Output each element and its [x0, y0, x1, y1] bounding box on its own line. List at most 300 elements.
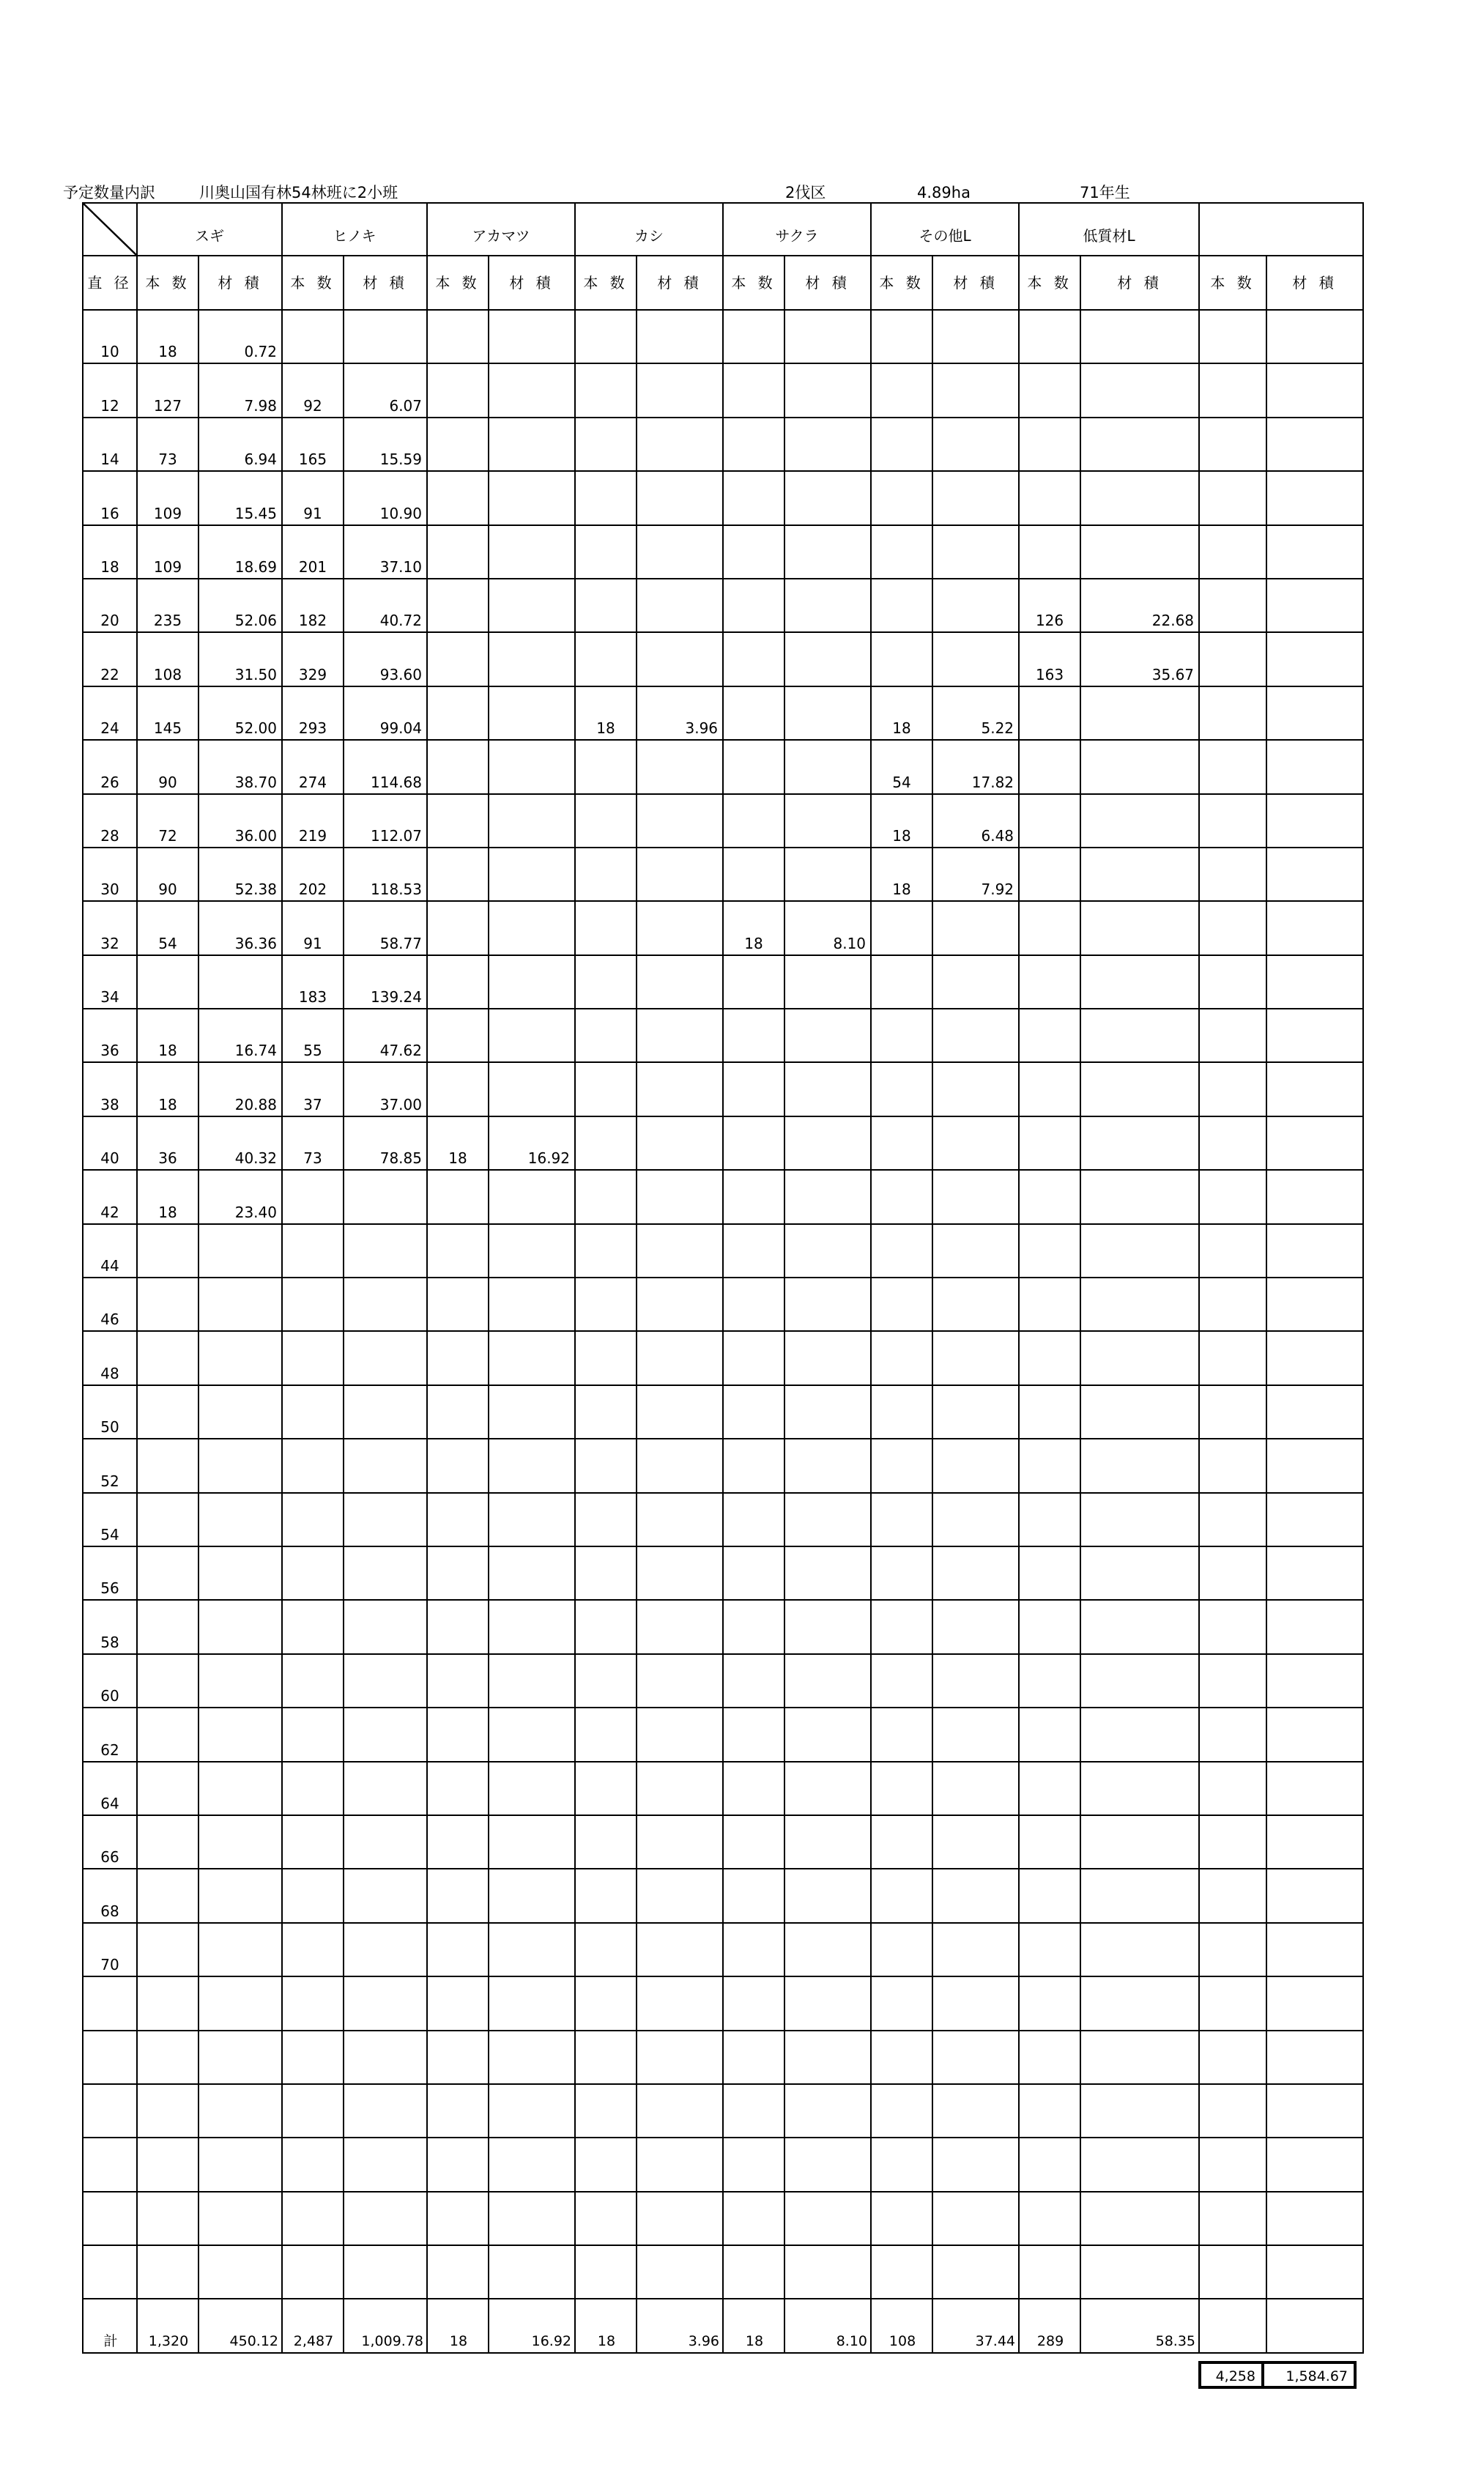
count-cell [137, 1976, 199, 2030]
volume-cell: 58.77 [344, 901, 427, 955]
count-cell [1199, 848, 1266, 901]
table-row [83, 579, 1363, 632]
count-cell [1019, 1923, 1080, 1976]
volume-cell [1266, 686, 1363, 740]
volume-cell [932, 1062, 1019, 1116]
count-cell [723, 579, 784, 632]
table-row [83, 1062, 1363, 1116]
count-cell [575, 955, 637, 1009]
count-cell: 126 [1019, 579, 1080, 632]
table-row [83, 1278, 1363, 1331]
volume-cell [637, 418, 723, 471]
species-header-akamatsu: アカマツ [427, 203, 575, 256]
volume-cell [932, 955, 1019, 1009]
count-cell [575, 418, 637, 471]
volume-cell: 35.67 [1080, 632, 1199, 686]
count-cell [427, 2192, 489, 2245]
volume-cell: 112.07 [344, 794, 427, 848]
count-cell [427, 1654, 489, 1708]
count-cell [282, 2245, 344, 2299]
total-volume-cell: 1,009.78 [344, 2299, 427, 2353]
volume-cell [784, 1009, 871, 1062]
volume-cell [489, 794, 575, 848]
volume-cell: 37.10 [344, 525, 427, 579]
volume-cell [1266, 1385, 1363, 1439]
count-cell: 73 [137, 418, 199, 471]
diameter-header: 直 径 [83, 256, 137, 310]
volume-cell [199, 1654, 282, 1708]
grand-total-table [1198, 2361, 1357, 2389]
volume-cell [199, 1224, 282, 1278]
count-cell [871, 632, 932, 686]
volume-cell [784, 579, 871, 632]
count-cell [427, 418, 489, 471]
volume-cell [489, 740, 575, 793]
volume-cell [1266, 471, 1363, 525]
count-cell [871, 2192, 932, 2245]
volume-header: 材 積 [1266, 256, 1363, 310]
table-row [83, 1009, 1363, 1062]
volume-cell [637, 901, 723, 955]
count-cell [1019, 1385, 1080, 1439]
volume-cell [637, 1224, 723, 1278]
count-cell [427, 310, 489, 363]
volume-cell [1266, 2031, 1363, 2084]
volume-cell [932, 1976, 1019, 2030]
volume-cell [784, 1546, 871, 1600]
volume-cell [784, 686, 871, 740]
species-header-hinoki: ヒノキ [282, 203, 427, 256]
count-cell [575, 1815, 637, 1869]
count-cell [1199, 1869, 1266, 1922]
species-header-sakura: サクラ [723, 203, 871, 256]
volume-cell [1080, 1815, 1199, 1869]
total-row [83, 2299, 1363, 2353]
count-cell [575, 1385, 637, 1439]
volume-cell [489, 1976, 575, 2030]
count-cell [1019, 1170, 1080, 1223]
count-cell [137, 1600, 199, 1653]
volume-cell [784, 2138, 871, 2191]
volume-cell [489, 1385, 575, 1439]
volume-cell: 93.60 [344, 632, 427, 686]
table-row [83, 363, 1363, 417]
count-cell [723, 632, 784, 686]
volume-cell [1080, 2084, 1199, 2138]
volume-cell [637, 2084, 723, 2138]
volume-cell: 37.00 [344, 1062, 427, 1116]
volume-cell [1266, 1762, 1363, 1815]
count-cell [1199, 1815, 1266, 1869]
count-cell [575, 1976, 637, 2030]
total-count-cell [1199, 2299, 1266, 2353]
volume-cell [1080, 686, 1199, 740]
total-count-cell: 108 [871, 2299, 932, 2353]
volume-cell [637, 2192, 723, 2245]
volume-cell [1266, 848, 1363, 901]
count-cell [137, 2031, 199, 2084]
volume-cell [1266, 632, 1363, 686]
cutting-area-label: 2伐区 [785, 184, 826, 201]
count-cell [723, 1278, 784, 1331]
total-volume-cell [1266, 2299, 1363, 2353]
count-cell [575, 2192, 637, 2245]
volume-cell [1266, 1170, 1363, 1223]
count-cell [427, 1976, 489, 2030]
count-cell [1199, 1976, 1266, 2030]
count-cell [427, 579, 489, 632]
volume-cell [1266, 794, 1363, 848]
count-header: 本 数 [871, 256, 932, 310]
volume-cell [637, 2138, 723, 2191]
diameter-cell: 32 [83, 901, 137, 955]
count-cell: 108 [137, 632, 199, 686]
volume-cell [199, 2245, 282, 2299]
table-row [83, 1546, 1363, 1600]
volume-cell [932, 525, 1019, 579]
diameter-cell: 64 [83, 1762, 137, 1815]
count-cell [1019, 1224, 1080, 1278]
volume-cell [637, 1546, 723, 1600]
volume-cell [199, 1385, 282, 1439]
volume-cell [489, 1815, 575, 1869]
count-cell [1199, 525, 1266, 579]
count-cell [723, 1493, 784, 1546]
count-cell: 293 [282, 686, 344, 740]
count-cell [1019, 1976, 1080, 2030]
volume-cell: 6.07 [344, 363, 427, 417]
diameter-cell [83, 1976, 137, 2030]
volume-cell [1266, 579, 1363, 632]
count-cell [1199, 2084, 1266, 2138]
volume-cell [1080, 794, 1199, 848]
count-cell [427, 1493, 489, 1546]
volume-cell [1080, 1923, 1199, 1976]
volume-cell [199, 1493, 282, 1546]
total-volume-cell: 8.10 [784, 2299, 871, 2353]
volume-cell [637, 1869, 723, 1922]
table-row [83, 740, 1363, 793]
volume-cell [784, 418, 871, 471]
count-cell [575, 579, 637, 632]
count-cell [1199, 1762, 1266, 1815]
volume-cell [489, 901, 575, 955]
volume-cell [199, 1923, 282, 1976]
count-header: 本 数 [1199, 256, 1266, 310]
volume-cell [489, 848, 575, 901]
volume-cell [932, 1815, 1019, 1869]
table-row [83, 2138, 1363, 2191]
volume-cell [489, 418, 575, 471]
volume-cell [199, 1762, 282, 1815]
count-cell [575, 363, 637, 417]
count-cell [575, 1009, 637, 1062]
volume-cell [199, 1976, 282, 2030]
volume-cell: 99.04 [344, 686, 427, 740]
count-cell [1199, 1654, 1266, 1708]
volume-cell [1266, 1062, 1363, 1116]
volume-cell [1080, 740, 1199, 793]
grand-total-volume: 1,584.67 [1263, 2362, 1355, 2387]
count-cell [427, 901, 489, 955]
count-cell: 202 [282, 848, 344, 901]
count-cell [575, 632, 637, 686]
volume-cell [1080, 2031, 1199, 2084]
volume-cell [784, 1170, 871, 1223]
count-cell: 18 [575, 686, 637, 740]
diameter-cell: 58 [83, 1600, 137, 1653]
diameter-cell: 54 [83, 1493, 137, 1546]
volume-cell [1266, 1708, 1363, 1761]
volume-cell [1266, 2138, 1363, 2191]
count-cell [871, 1439, 932, 1492]
doc-title: 予定数量内訳 [63, 184, 155, 201]
volume-cell [1266, 418, 1363, 471]
volume-cell: 36.00 [199, 794, 282, 848]
count-cell [1199, 310, 1266, 363]
location-label: 川奥山国有林54林班に2小班 [199, 184, 398, 201]
volume-cell: 47.62 [344, 1009, 427, 1062]
volume-cell [199, 1600, 282, 1653]
count-cell [1019, 1654, 1080, 1708]
volume-cell [1266, 1224, 1363, 1278]
volume-cell [199, 2031, 282, 2084]
count-cell [282, 1869, 344, 1922]
volume-cell: 18.69 [199, 525, 282, 579]
diameter-cell: 40 [83, 1116, 137, 1170]
volume-cell [784, 1815, 871, 1869]
count-cell: 37 [282, 1062, 344, 1116]
volume-cell [932, 1331, 1019, 1385]
species-header-sugi: スギ [137, 203, 282, 256]
volume-cell: 40.72 [344, 579, 427, 632]
count-cell [1199, 1600, 1266, 1653]
count-cell [427, 686, 489, 740]
count-cell [871, 1385, 932, 1439]
table-row [83, 1385, 1363, 1439]
table-row [83, 2192, 1363, 2245]
count-cell [427, 525, 489, 579]
count-cell [1199, 2245, 1266, 2299]
count-cell [427, 740, 489, 793]
volume-cell [489, 1224, 575, 1278]
volume-cell [489, 471, 575, 525]
area-label: 4.89ha [917, 184, 971, 201]
count-cell [1199, 1493, 1266, 1546]
volume-cell [932, 418, 1019, 471]
count-cell [871, 2138, 932, 2191]
count-cell: 54 [137, 901, 199, 955]
count-cell [427, 2031, 489, 2084]
count-cell [871, 1224, 932, 1278]
count-cell [575, 1224, 637, 1278]
count-cell [1199, 363, 1266, 417]
species-header-low-quality: 低質材L [1019, 203, 1199, 256]
volume-cell [637, 1062, 723, 1116]
count-cell [575, 525, 637, 579]
count-cell [282, 1224, 344, 1278]
count-cell [871, 579, 932, 632]
volume-cell [199, 1278, 282, 1331]
count-cell [1199, 1923, 1266, 1976]
count-cell [427, 1439, 489, 1492]
volume-cell [784, 794, 871, 848]
table-row [83, 1116, 1363, 1170]
count-cell [427, 1278, 489, 1331]
count-cell [1199, 1116, 1266, 1170]
count-cell [871, 1708, 932, 1761]
count-cell [1019, 1869, 1080, 1922]
count-cell: 163 [1019, 632, 1080, 686]
count-cell [1019, 1546, 1080, 1600]
diameter-cell [83, 2192, 137, 2245]
count-cell [723, 848, 784, 901]
volume-cell [932, 471, 1019, 525]
count-cell [871, 1815, 932, 1869]
volume-cell [637, 632, 723, 686]
volume-cell [1266, 1009, 1363, 1062]
volume-cell [932, 1869, 1019, 1922]
volume-cell: 38.70 [199, 740, 282, 793]
volume-cell [1080, 2192, 1199, 2245]
volume-cell [932, 310, 1019, 363]
volume-cell [344, 1331, 427, 1385]
count-cell [723, 1976, 784, 2030]
table-row [83, 310, 1363, 363]
count-cell [282, 2192, 344, 2245]
count-cell [1019, 2031, 1080, 2084]
volume-cell [1266, 1278, 1363, 1331]
table-row [83, 955, 1363, 1009]
diameter-cell: 36 [83, 1009, 137, 1062]
volume-cell [784, 1869, 871, 1922]
volume-cell [932, 1278, 1019, 1331]
volume-cell [1080, 1170, 1199, 1223]
volume-cell [784, 2084, 871, 2138]
volume-cell [1080, 2138, 1199, 2191]
volume-cell [1080, 2245, 1199, 2299]
volume-cell [344, 2245, 427, 2299]
volume-cell [1266, 363, 1363, 417]
count-cell [427, 2245, 489, 2299]
volume-cell [784, 632, 871, 686]
count-cell [427, 794, 489, 848]
total-count-cell: 18 [723, 2299, 784, 2353]
volume-cell [199, 1869, 282, 1922]
count-cell [1019, 363, 1080, 417]
diameter-cell: 44 [83, 1224, 137, 1278]
total-count-cell: 2,487 [282, 2299, 344, 2353]
count-cell: 145 [137, 686, 199, 740]
volume-cell [1266, 1923, 1363, 1976]
volume-cell [784, 1600, 871, 1653]
volume-cell [784, 2192, 871, 2245]
volume-cell [1266, 1439, 1363, 1492]
count-cell: 183 [282, 955, 344, 1009]
volume-cell: 16.74 [199, 1009, 282, 1062]
volume-cell [1266, 1869, 1363, 1922]
count-cell [1019, 525, 1080, 579]
volume-cell [1080, 901, 1199, 955]
count-cell [723, 1869, 784, 1922]
volume-cell [784, 1062, 871, 1116]
count-cell: 18 [137, 1170, 199, 1223]
count-cell [1199, 955, 1266, 1009]
count-cell [427, 2084, 489, 2138]
count-cell [1019, 740, 1080, 793]
count-cell: 18 [137, 1062, 199, 1116]
count-cell [723, 1762, 784, 1815]
count-cell [137, 1493, 199, 1546]
volume-cell [1266, 1600, 1363, 1653]
count-cell [575, 1331, 637, 1385]
volume-cell [1080, 1062, 1199, 1116]
volume-cell [344, 2192, 427, 2245]
volume-cell [344, 1493, 427, 1546]
count-cell [871, 525, 932, 579]
volume-cell [344, 1923, 427, 1976]
count-cell [427, 955, 489, 1009]
volume-cell: 3.96 [637, 686, 723, 740]
count-cell: 55 [282, 1009, 344, 1062]
volume-cell [489, 1600, 575, 1653]
volume-cell [637, 1976, 723, 2030]
table-row [83, 2031, 1363, 2084]
table-row [83, 1815, 1363, 1869]
count-cell [1199, 418, 1266, 471]
volume-cell [489, 1493, 575, 1546]
volume-cell [344, 1600, 427, 1653]
count-cell [723, 2245, 784, 2299]
count-cell: 18 [871, 848, 932, 901]
count-cell [427, 1009, 489, 1062]
volume-cell [1080, 1762, 1199, 1815]
count-cell [137, 955, 199, 1009]
count-cell [282, 1278, 344, 1331]
volume-cell [784, 1493, 871, 1546]
volume-cell [1080, 848, 1199, 901]
count-cell: 182 [282, 579, 344, 632]
volume-cell [637, 1762, 723, 1815]
count-cell [137, 1869, 199, 1922]
count-cell [575, 1654, 637, 1708]
count-cell [1199, 1385, 1266, 1439]
volume-cell [344, 1654, 427, 1708]
volume-cell: 5.22 [932, 686, 1019, 740]
volume-cell [489, 2084, 575, 2138]
volume-cell: 10.90 [344, 471, 427, 525]
volume-cell [1080, 1009, 1199, 1062]
total-label: 計 [83, 2299, 137, 2353]
volume-cell [784, 1331, 871, 1385]
count-cell [723, 1170, 784, 1223]
count-cell: 18 [871, 686, 932, 740]
count-cell [575, 2031, 637, 2084]
table-row [83, 1600, 1363, 1653]
volume-header: 材 積 [784, 256, 871, 310]
total-volume-cell: 37.44 [932, 2299, 1019, 2353]
count-cell [1019, 1708, 1080, 1761]
volume-cell: 31.50 [199, 632, 282, 686]
volume-cell [489, 1331, 575, 1385]
volume-cell [1080, 363, 1199, 417]
quantity-table [82, 202, 1364, 2354]
volume-cell [784, 955, 871, 1009]
volume-cell [932, 1439, 1019, 1492]
volume-cell: 78.85 [344, 1116, 427, 1170]
volume-cell [344, 1708, 427, 1761]
total-volume-cell: 58.35 [1080, 2299, 1199, 2353]
